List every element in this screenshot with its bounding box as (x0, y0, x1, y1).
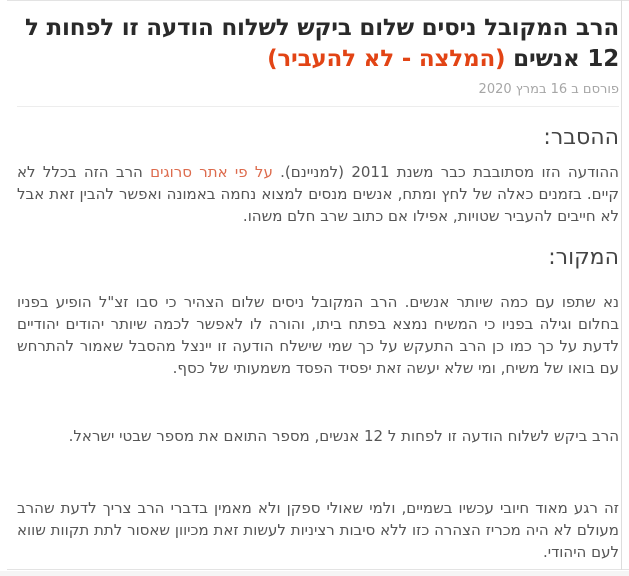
header-divider (17, 106, 619, 107)
explanation-paragraph (17, 161, 619, 227)
card-right-border (621, 0, 622, 570)
article-title (17, 13, 619, 75)
section-heading-explanation: ההסבר: (543, 125, 619, 150)
publish-date: פורסם ב 16 במרץ 2020 (478, 82, 619, 97)
page-bottom-strip (0, 571, 629, 576)
source-paragraph-2: הרב ביקש לשלוח הודעה זו לפחות ל 12 אנשים, מספר התואם את מספר שבטי ישראל. (68, 427, 619, 445)
srugim-site-link[interactable]: על פי אתר סרוגים (150, 163, 273, 181)
source-paragraph-1: נא שתפו עם כמה שיותר אנשים. הרב המקובל ניסים שלום הצהיר כי סבו זצ"ל הופיע בפניו בחלום וגילה בפניו כי המשיח נמצא בפתח ביתו, והורה לו לאפשר לכמה שיותר יהודים יהודיים לדעת על כך כמו כן הרב התעקש על כך שמי שישלח הודעה זו יינצל מהסבל שאמור להתרחש עם בואו של משיח, ומי שלא יעשה זאת יפסיד הפסד משמעותי של כסף. (17, 293, 619, 377)
article-title-accent: (המלצה - לא להעביר) (267, 46, 506, 72)
explanation-text-after-link: הרב הזה בכלל לא קיים. בזמנים כאלה של לחץ ומתח, אנשים מנסים למצוא נחמה באמונה ואפשר להבין זאת אבל לא חייבים להעביר שטויות, אפילו אם כתוב שרב חלם משהו. (17, 163, 619, 225)
explanation-text-before-link: ההודעה הזו מסתובבת כבר משנת 2011 (למניינם). (272, 163, 619, 181)
source-paragraph-3: זה רגע מאוד חיובי עכשיו בשמיים, ולמי שאולי ספקן ולא מאמין בדברי הרב צריך לדעת שהרב מעולם לא היה מכריז הצהרה כזו ללא סיבות רציניות לעשות זאת מכיוון שאסור לתת תקוות שווא לעם היהודי. (17, 499, 619, 561)
section-heading-source: המקור: (548, 245, 619, 270)
article-card (7, 0, 629, 570)
article-title-main: הרב המקובל ניסים שלום ביקש לשלוח הודעה זו לפחות ל 12 אנשים (25, 15, 619, 72)
